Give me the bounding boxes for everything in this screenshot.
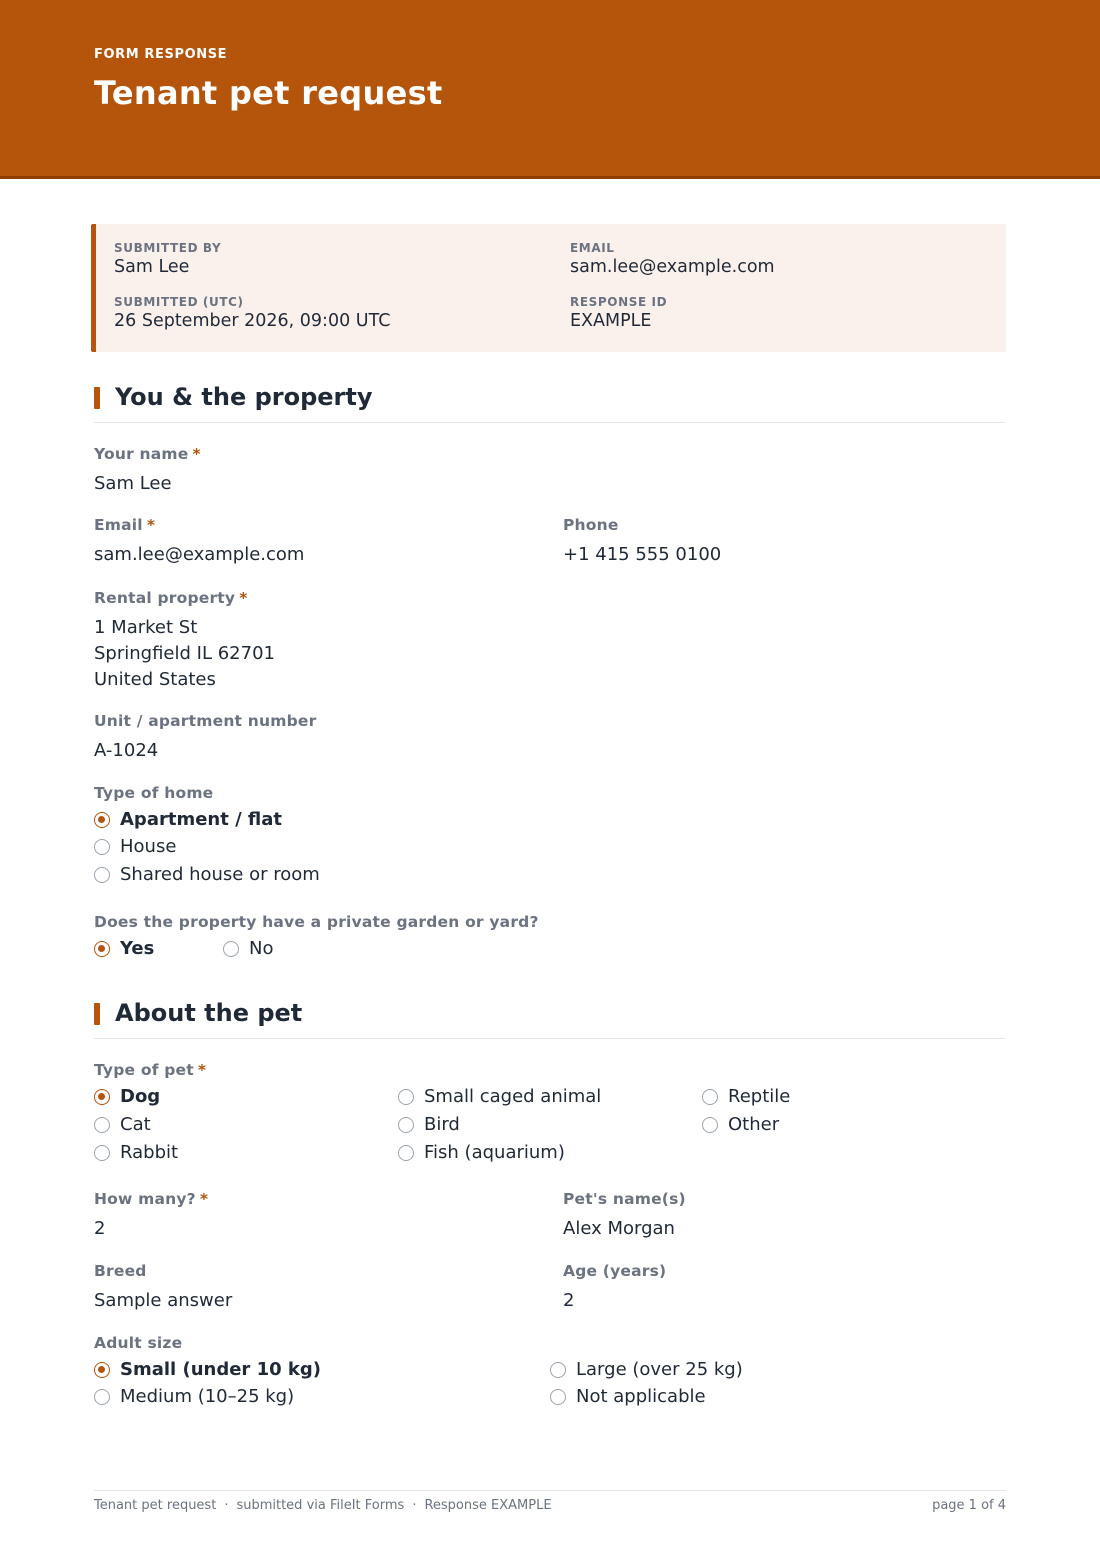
meta-submitted-by [114,241,221,277]
field-label: Pet's name(s) [563,1190,686,1208]
radio-unselected-icon [94,1117,110,1133]
radio-option-small-caged: Small caged animal [398,1086,601,1108]
field-value: A-1024 [94,740,159,761]
form-title: Tenant pet request [94,74,443,112]
radio-option-yes: Yes [94,938,154,960]
radio-unselected-icon [94,1145,110,1161]
meta-response-id [570,295,667,331]
meta-submitted-utc-label: SUBMITTED (UTC) [114,295,244,309]
radio-unselected-icon [702,1117,718,1133]
footer-divider [94,1490,1006,1491]
field-label: How many? * [94,1190,209,1208]
field-rental-property [94,589,275,693]
field-label: Your name * [94,445,201,463]
radio-unselected-icon [550,1362,566,1378]
field-value: Sample answer [94,1290,233,1311]
section-divider [94,1038,1006,1039]
field-label: Type of home [94,784,214,802]
section-title-property: You & the property [94,383,373,411]
field-garden [94,913,539,931]
meta-submitted-by-value: Sam Lee [114,257,190,277]
meta-email-label: EMAIL [570,241,615,255]
radio-option-small: Small (under 10 kg) [94,1359,321,1381]
footer-response: Response EXAMPLE [424,1498,552,1513]
field-how-many [94,1190,208,1242]
field-age [563,1262,666,1314]
address-line-1: 1 Market St [94,617,198,638]
radio-unselected-icon [94,1389,110,1405]
meta-email [570,241,775,277]
footer-separator: · [224,1498,229,1513]
address-line-3: United States [94,669,216,690]
radio-unselected-icon [94,867,110,883]
radio-selected-icon [94,1362,110,1378]
radio-unselected-icon [398,1117,414,1133]
submission-meta [91,224,1006,352]
field-value: 2 [563,1290,575,1311]
footer-separator: · [412,1498,417,1513]
field-pet-names [563,1190,686,1242]
radio-unselected-icon [223,941,239,957]
field-value: Alex Morgan [563,1218,675,1239]
radio-unselected-icon [398,1145,414,1161]
required-marker: * [146,516,156,534]
radio-unselected-icon [398,1089,414,1105]
radio-selected-icon [94,812,110,828]
meta-response-id-value: EXAMPLE [570,311,652,331]
required-marker: * [239,589,248,607]
radio-selected-icon [94,1089,110,1105]
field-your-name [94,445,201,497]
field-label: Age (years) [563,1262,667,1280]
radio-option-fish: Fish (aquarium) [398,1142,565,1164]
radio-option-dog: Dog [94,1086,160,1108]
radio-unselected-icon [94,839,110,855]
field-adult-size [94,1334,182,1352]
field-label: Type of pet * [94,1061,207,1079]
radio-option-large: Large (over 25 kg) [550,1359,743,1381]
field-label: Breed [94,1262,147,1280]
section-divider [94,422,1006,423]
field-value: +1 415 555 0100 [563,544,722,565]
field-label: Phone [563,516,619,534]
footer-via: submitted via FileIt Forms [236,1498,405,1513]
radio-option-house: House [94,836,176,858]
field-phone [563,516,721,568]
meta-submitted-utc [114,295,390,331]
meta-submitted-by-label: SUBMITTED BY [114,241,222,255]
required-marker: * [192,445,201,463]
address-line-2: Springfield IL 62701 [94,643,275,664]
section-title-pet: About the pet [94,999,302,1027]
footer-form-name: Tenant pet request [94,1498,217,1513]
field-home-type [94,784,213,802]
radio-option-reptile: Reptile [702,1086,790,1108]
radio-option-not-applicable: Not applicable [550,1386,706,1408]
radio-option-bird: Bird [398,1114,460,1136]
radio-unselected-icon [702,1089,718,1105]
meta-response-id-label: RESPONSE ID [570,295,668,309]
form-eyebrow: FORM RESPONSE [94,47,228,62]
field-label: Rental property * [94,589,248,607]
radio-option-cat: Cat [94,1114,151,1136]
meta-submitted-utc-value: 26 September 2026, 09:00 UTC [114,311,391,331]
field-unit-number [94,712,316,764]
field-label: Does the property have a private garden or yard? [94,913,539,931]
page-number: page 1 of 4 [932,1498,1006,1513]
field-pet-type [94,1061,206,1079]
field-breed [94,1262,232,1314]
field-label: Email * [94,516,156,534]
field-label: Adult size [94,1334,183,1352]
footer-info [94,1498,552,1513]
required-marker: * [199,1190,209,1208]
field-value: Sam Lee [94,473,172,494]
required-marker: * [197,1061,207,1079]
radio-selected-icon [94,941,110,957]
field-value: 2 [94,1218,106,1239]
radio-unselected-icon [550,1389,566,1405]
radio-option-apartment: Apartment / flat [94,809,282,831]
radio-option-shared-house: Shared house or room [94,864,320,886]
field-value: sam.lee@example.com [94,544,305,565]
radio-option-no: No [223,938,273,960]
radio-option-medium: Medium (10–25 kg) [94,1386,294,1408]
meta-email-value: sam.lee@example.com [570,257,775,277]
field-label: Unit / apartment number [94,712,317,730]
form-header [0,0,1100,179]
field-email [94,516,304,568]
radio-option-rabbit: Rabbit [94,1142,178,1164]
radio-option-other: Other [702,1114,779,1136]
